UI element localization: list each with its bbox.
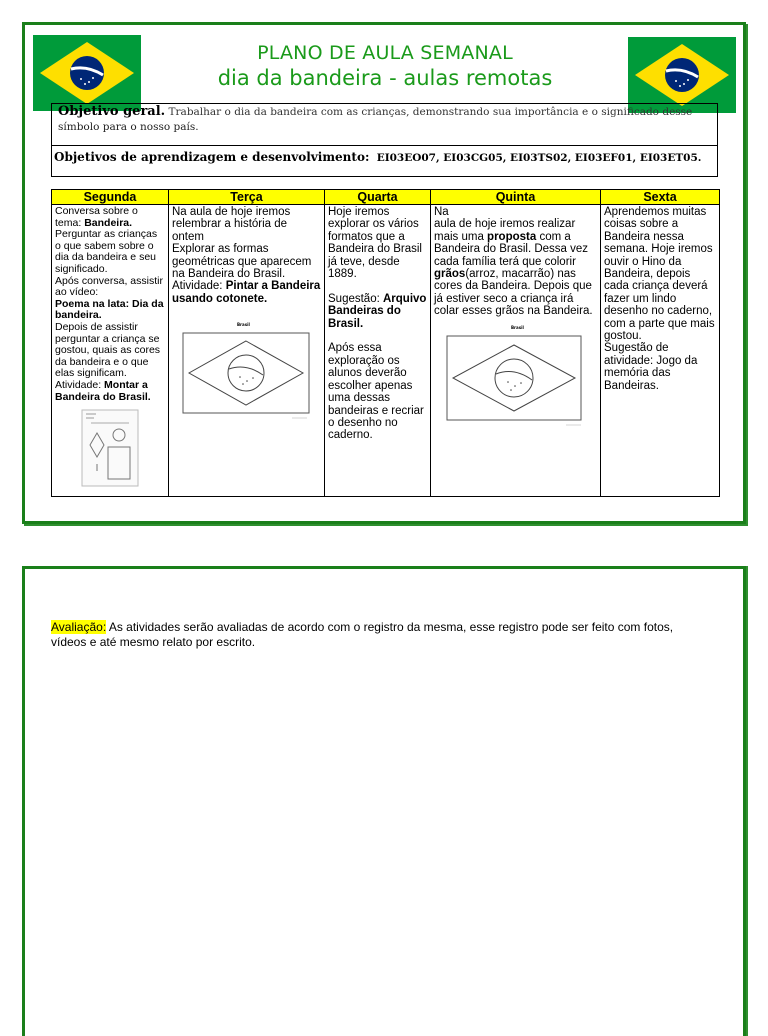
table-row — [52, 205, 720, 497]
wednesday-text-1: Hoje iremos explorar os vários formatos que a Bandeira do Brasil já teve, desde 1889. — [328, 206, 422, 281]
figure-caption: Brasil — [236, 322, 250, 328]
header-tuesday: Terça — [169, 190, 325, 205]
header-friday: Sexta — [601, 190, 720, 205]
wednesday-suggestion: Arquivo Bandeiras do Brasil. — [328, 292, 427, 330]
thursday-cell — [431, 205, 601, 497]
learning-objectives-codes: EI03EO07, EI03CG05, EI03TS02, EI03EF01, EI03ET05. — [376, 152, 702, 164]
general-objective-text: Trabalhar o dia da bandeira com as crianças, demonstrando sua importância e o significado desse — [168, 106, 693, 118]
tuesday-cell — [169, 205, 325, 497]
figure-caption: Brasil — [510, 324, 524, 330]
thursday-text-3: com a Bandeira do Brasil. Dessa vez cada família terá que colorir — [434, 230, 589, 268]
table-header-row — [52, 190, 720, 205]
evaluation-text: As atividades serão avaliadas de acordo com o registro da mesma, esse registro pode ser feito com fotos, vídeos e até mesmo relato por escrito. — [51, 620, 674, 649]
flag-coloring-image — [177, 321, 317, 421]
objectives-divider — [52, 145, 717, 146]
monday-activity: Montar a Bandeira do Brasil. — [55, 378, 151, 403]
thursday-proposal: proposta — [487, 230, 537, 243]
page-title: PLANO DE AULA SEMANAL — [257, 42, 513, 64]
tuesday-activity-label: Atividade: — [172, 280, 226, 293]
monday-cell — [52, 205, 169, 497]
wednesday-suggestion-label: Sugestão: — [328, 292, 383, 305]
general-objective — [58, 104, 708, 120]
thursday-text-2: aula de hoje iremos realizar mais uma — [434, 218, 576, 243]
learning-objectives-label: Objetivos de aprendizagem e desenvolvimento: — [54, 150, 370, 164]
flag-grains-image — [441, 324, 591, 430]
weekly-plan-table — [51, 189, 720, 497]
brazil-flag-left — [33, 35, 141, 111]
friday-text-1: Aprendemos muitas coisas sobre a Bandeira nessa semana. Hoje iremos ouvir o Hino da Bandeira, depois cada criança deverá fazer um lindo desenho no caderno, com a parte que mais gostou. — [604, 206, 715, 343]
tuesday-text-1: Na aula de hoje iremos relembrar a história de ontem — [172, 206, 291, 243]
monday-text-4: Depois de assistir perguntar a criança se gostou, quais as cores da bandeira e o que elas significam. — [55, 320, 161, 380]
thursday-grains: grãos — [434, 268, 466, 281]
monday-text-2: Perguntar as crianças o que sabem sobre o dia da bandeira e seu significado. — [55, 228, 158, 275]
objectives-box — [51, 103, 718, 177]
tuesday-text-2: Explorar as formas geométricas que aparecem na Bandeira do Brasil. — [172, 243, 312, 281]
monday-activity-label: Atividade: — [55, 378, 105, 391]
friday-text-2: Sugestão de atividade: Jogo da memória das Bandeiras. — [604, 342, 698, 392]
monday-text-3: Após conversa, assistir ao vídeo: — [55, 274, 163, 299]
header-monday: Segunda — [52, 190, 169, 205]
wednesday-cell — [325, 205, 431, 497]
tuesday-activity: Pintar a Bandeira usando cotonete. — [172, 280, 321, 305]
general-objective-continuation: símbolo para o nosso país. — [58, 121, 199, 133]
monday-video-title: Poema na lata: Dia da bandeira. — [55, 297, 164, 322]
brazil-flag-right — [628, 37, 736, 113]
evaluation-label: Avaliação: — [51, 620, 107, 634]
learning-objectives — [54, 150, 701, 164]
evaluation-paragraph — [51, 620, 711, 650]
wednesday-text-3: Após essa exploração os alunos deverão escolher apenas uma dessas bandeiras e recriar o desenho no caderno. — [328, 342, 424, 442]
worksheet-image — [81, 409, 139, 487]
thursday-text-4: (arroz, macarrão) nas cores da Bandeira. Depois que já estiver seco a criança irá colar esses grãos na Bandeira. — [434, 268, 593, 318]
monday-topic: Bandeira. — [84, 216, 133, 229]
general-objective-label: Objetivo geral. — [58, 104, 166, 119]
friday-cell — [601, 205, 720, 497]
header-thursday: Quinta — [431, 190, 601, 205]
thursday-text-1: Na — [434, 206, 449, 218]
monday-text-1: Conversa sobre o tema: — [55, 205, 138, 229]
page-subtitle: dia da bandeira - aulas remotas — [217, 66, 553, 90]
header-wednesday: Quarta — [325, 190, 431, 205]
